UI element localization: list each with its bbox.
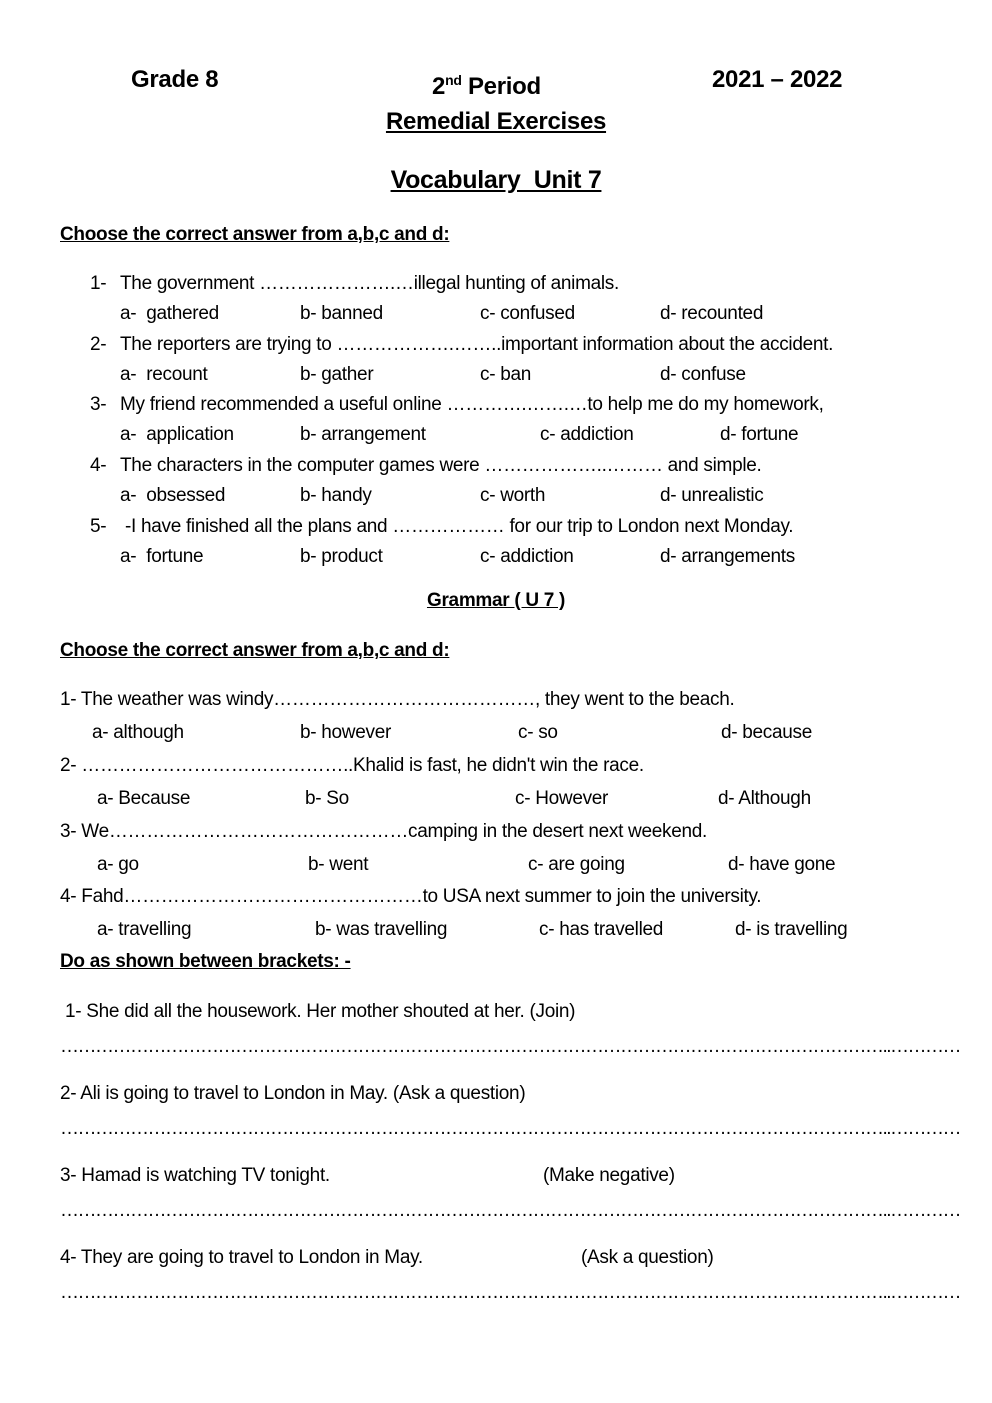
answer-option: d- Although <box>718 788 811 809</box>
answer-line: ……………………………………………………………………………………………………………………………..………… <box>60 1282 961 1303</box>
grammar-instruction: Choose the correct answer from a,b,c and d: <box>60 640 450 661</box>
answer-option: c- confused <box>480 303 575 324</box>
period-suffix: nd <box>445 72 462 88</box>
answer-option: c- However <box>515 788 609 809</box>
exercise-text: 4- They are going to travel to London in May. <box>60 1247 423 1268</box>
question-number: 5- <box>90 516 107 537</box>
answer-line: ……………………………………………………………………………………………………………………………..………… <box>60 1036 961 1057</box>
page-subtitle: Vocabulary Unit 7 <box>390 166 602 194</box>
question-text: -I have finished all the plans and ……………… for our trip to London next Monday. <box>120 516 794 537</box>
exercise-text: 2- Ali is going to travel to London in May. (Ask a question) <box>60 1083 526 1104</box>
answer-option: c- addiction <box>540 424 634 445</box>
question-text: The government ………………….…illegal hunting of animals. <box>120 273 619 294</box>
question-number: 1- <box>90 273 107 294</box>
answer-option: d- unrealistic <box>660 485 764 506</box>
period-label <box>432 65 541 102</box>
answer-option: b- gather <box>300 364 374 385</box>
answer-option: b- however <box>300 722 391 743</box>
answer-option: b- went <box>308 854 369 875</box>
vocab-instruction: Choose the correct answer from a,b,c and d: <box>60 224 450 245</box>
answer-option: d- fortune <box>720 424 799 445</box>
exercise-hint: (Ask a question) <box>581 1247 714 1268</box>
period-number: 2 <box>432 73 446 100</box>
answer-line: ……………………………………………………………………………………………………………………………..………… <box>60 1200 961 1221</box>
page-title: Remedial Exercises <box>385 108 607 135</box>
question-number: 4- <box>90 455 107 476</box>
answer-option: d- is travelling <box>735 919 848 940</box>
answer-option: a- travelling <box>97 919 192 940</box>
answer-option: a- Because <box>97 788 191 809</box>
answer-line: ……………………………………………………………………………………………………………………………..………… <box>60 1118 961 1139</box>
grammar-title: Grammar ( U 7 ) <box>426 590 566 611</box>
answer-option: b- was travelling <box>315 919 448 940</box>
answer-option: b- banned <box>300 303 383 324</box>
grade-label: Grade 8 <box>131 66 219 93</box>
question-text: My friend recommended a useful online ………….…….…to help me do my homework, <box>120 394 824 415</box>
answer-option: d- have gone <box>728 854 836 875</box>
brackets-instruction: Do as shown between brackets: - <box>60 951 351 972</box>
answer-option: d- because <box>721 722 813 743</box>
question-text: 3- We…………………………………………camping in the desert next weekend. <box>60 821 707 842</box>
question-text: The characters in the computer games were ………………..……… and simple. <box>120 455 762 476</box>
answer-option: a- go <box>97 854 139 875</box>
question-text: 1- The weather was windy……………………………………, they went to the beach. <box>60 689 735 710</box>
answer-option: d- arrangements <box>660 546 795 567</box>
answer-option: c- ban <box>480 364 532 385</box>
answer-option: b- handy <box>300 485 372 506</box>
answer-option: a- gathered <box>120 303 219 324</box>
exercise-hint: (Make negative) <box>543 1165 675 1186</box>
period-word: Period <box>467 73 541 100</box>
answer-option: c- so <box>518 722 558 743</box>
answer-option: a- recount <box>120 364 208 385</box>
answer-option: b- arrangement <box>300 424 426 445</box>
question-number: 2- <box>90 334 107 355</box>
answer-option: c- are going <box>528 854 625 875</box>
question-text: 4- Fahd…………………………………………to USA next summer to join the university. <box>60 886 762 907</box>
answer-option: d- confuse <box>660 364 746 385</box>
answer-option: d- recounted <box>660 303 764 324</box>
answer-option: a- although <box>92 722 184 743</box>
answer-option: c- worth <box>480 485 546 506</box>
answer-option: a- fortune <box>120 546 204 567</box>
answer-option: c- addiction <box>480 546 574 567</box>
answer-option: b- So <box>305 788 349 809</box>
answer-option: a- obsessed <box>120 485 226 506</box>
question-text: The reporters are trying to ……………….……..important information about the accident. <box>120 334 834 355</box>
question-number: 3- <box>90 394 107 415</box>
exercise-text: 1- She did all the housework. Her mother shouted at her. (Join) <box>60 1001 576 1022</box>
answer-option: c- has travelled <box>539 919 664 940</box>
answer-option: a- application <box>120 424 234 445</box>
answer-option: b- product <box>300 546 383 567</box>
exercise-text: 3- Hamad is watching TV tonight. <box>60 1165 330 1186</box>
school-year: 2021 – 2022 <box>712 66 843 93</box>
question-text: 2- ……………………………………..Khalid is fast, he didn't win the race. <box>60 755 644 776</box>
